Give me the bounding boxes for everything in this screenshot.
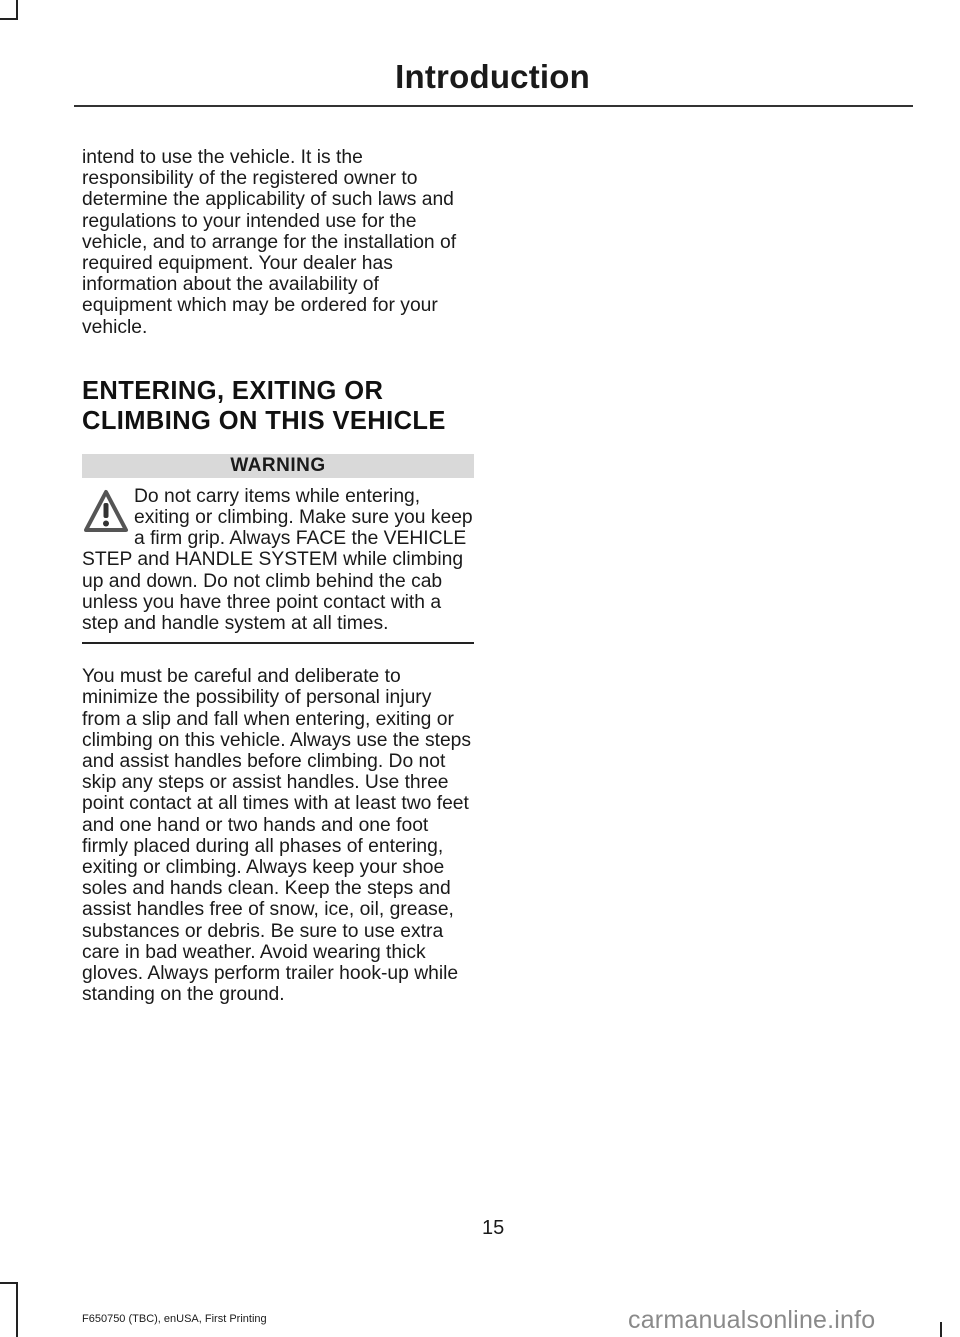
page-title: Introduction: [395, 58, 590, 95]
body-paragraph: You must be careful and deliberate to minimize the possibility of personal injury from a slip and fall when entering, exiting or climbing on this vehicle. Always use the steps and assist handles before climbing. Do not skip any steps or assist handles. Use three point contact at all times with at least two feet and one hand or two hands and one foot firmly placed during all phases of entering, exiting or climbing. Always keep your shoe soles and hands clean. Keep the steps and assist handles free of snow, ice, oil, grease, substances or debris. Be sure to use extra care in bad weather. Avoid wearing thick gloves. Always perform trailer hook-up while standing on the ground.: [82, 666, 472, 1006]
section-heading: [82, 376, 474, 436]
page-number: 15: [482, 1217, 505, 1239]
section-heading-line-1: ENTERING, EXITING OR: [82, 376, 384, 405]
footer-print-info: F650750 (TBC), enUSA, First Printing: [82, 1313, 267, 1325]
intro-paragraph: intend to use the vehicle. It is the responsibility of the registered owner to determine the applicability of such laws and regulations to your intended use for the vehicle, and to arrange for the installation of required equipment. Your dealer has information about the availability of equipment which may be ordered for your vehicle.: [82, 147, 457, 338]
content-column: [82, 147, 474, 1006]
crop-mark-bottom-left-v: [16, 1282, 18, 1337]
crop-mark-top-left-v: [16, 0, 18, 20]
warning-body: [82, 486, 474, 634]
crop-mark-bottom-left-h: [0, 1282, 18, 1284]
warning-label: WARNING: [82, 454, 474, 478]
warning-divider: [82, 642, 474, 644]
crop-mark-bottom-right-v: [940, 1322, 942, 1337]
warning-triangle-icon: [82, 487, 130, 537]
warning-text: Do not carry items while entering, exiting or climbing. Make sure you keep a firm grip. Always FACE the VEHICLE STEP and HANDLE SYSTEM while climbing up and down. Do not climb behind the cab unless you have three point contact with a step and handle system at all times.: [82, 485, 473, 635]
crop-mark-top-left-h: [0, 18, 18, 20]
watermark: carmanualsonline.info: [628, 1306, 876, 1334]
header-divider: [74, 105, 913, 107]
warning-box: [82, 454, 474, 644]
section-heading-line-2: CLIMBING ON THIS VEHICLE: [82, 406, 446, 435]
